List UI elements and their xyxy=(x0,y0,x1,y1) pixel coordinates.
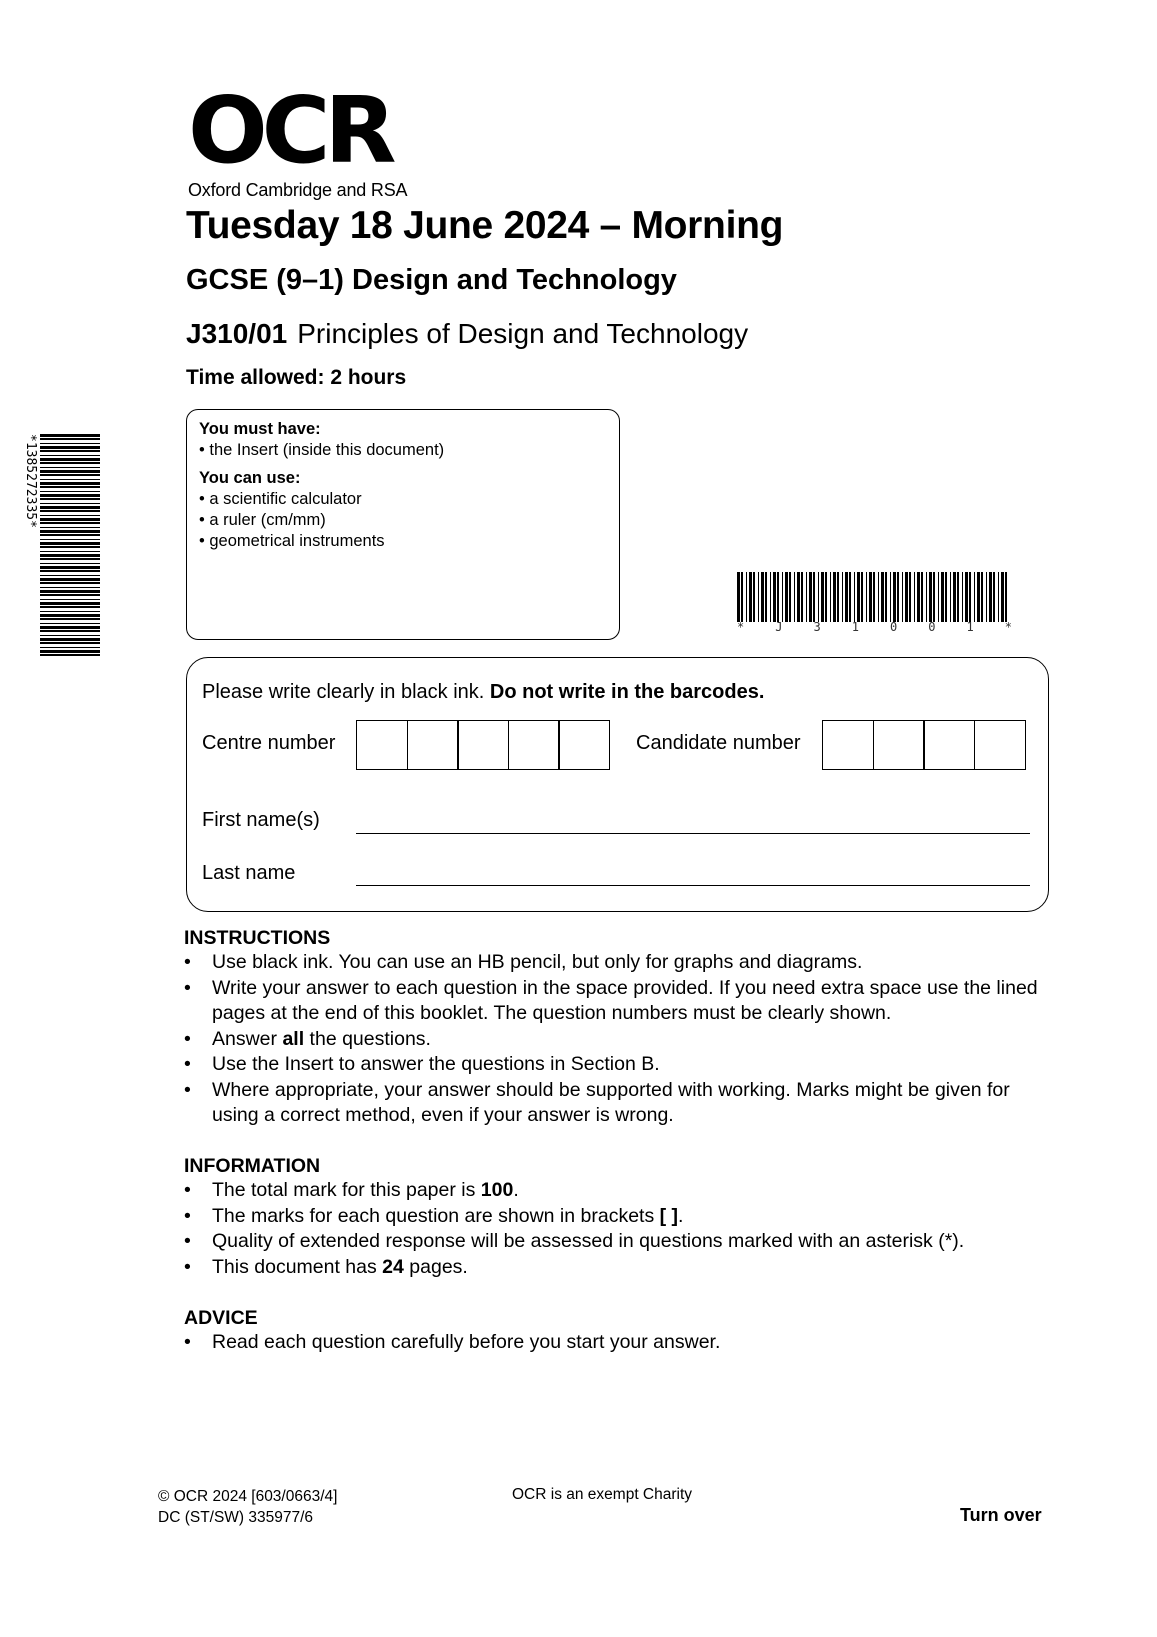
barcode-bar xyxy=(40,458,100,461)
last-name-label: Last name xyxy=(202,862,296,884)
barcode-bar xyxy=(866,572,867,622)
logo-mark: OCR xyxy=(188,77,391,184)
barcode-bar xyxy=(914,572,915,622)
exam-date: Tuesday 18 June 2024 – Morning xyxy=(186,204,784,247)
bullet: • xyxy=(184,1255,191,1278)
barcode-bar xyxy=(873,572,875,622)
list-item xyxy=(184,1027,1052,1053)
barcode-bar xyxy=(981,572,983,622)
reference-code: DC (ST/SW) 335977/6 xyxy=(158,1509,314,1526)
write-clearly-text: Please write clearly in black ink. xyxy=(202,681,485,703)
barcode-bar xyxy=(765,572,767,622)
barcode-bar xyxy=(40,566,100,569)
barcode-bar xyxy=(40,602,100,605)
barcode-bar xyxy=(40,455,100,456)
barcode-bar xyxy=(950,572,951,622)
bullet: • xyxy=(184,1204,191,1227)
list-item-text: This document has 24 pages. xyxy=(212,1255,468,1278)
barcode-bar xyxy=(40,438,100,440)
first-name-field[interactable] xyxy=(356,833,1030,834)
barcode-bar xyxy=(869,572,872,622)
centre-number-cell[interactable] xyxy=(407,720,459,770)
list-item xyxy=(184,1204,1052,1230)
barcode-bar xyxy=(40,482,100,485)
barcode-bar xyxy=(842,572,843,622)
barcode-bar xyxy=(40,518,100,521)
barcode-bar xyxy=(777,572,779,622)
barcode-digit: 1 xyxy=(966,620,974,634)
barcode-bar xyxy=(40,539,100,540)
barcode-bar xyxy=(921,572,923,622)
bullet: • xyxy=(184,951,191,973)
bullet: • xyxy=(184,1179,191,1201)
bullet: • xyxy=(184,1053,191,1075)
list-item-text: Quality of extended response will be assessed in questions marked with an asterisk (*). xyxy=(212,1230,965,1252)
list-item-text: The total mark for this paper is 100. xyxy=(212,1179,519,1201)
barcode-bar xyxy=(953,572,956,622)
barcode-bar xyxy=(40,582,100,584)
list-item xyxy=(184,1078,1052,1129)
barcode-bar xyxy=(821,572,824,622)
barcode-bar xyxy=(40,450,100,452)
barcode-bar xyxy=(40,578,100,581)
barcode-bar xyxy=(40,606,100,608)
barcode-bar xyxy=(40,551,100,552)
footer-left xyxy=(158,1486,337,1528)
barcode-bar xyxy=(813,572,815,622)
barcode-bar xyxy=(40,599,100,600)
list-item-text: Answer all the questions. xyxy=(212,1027,431,1050)
first-name-label: First name(s) xyxy=(202,809,320,831)
barcode-bar xyxy=(833,572,836,622)
barcode-digit: 0 xyxy=(928,620,936,634)
list-item-text: Write your answer to each question in the space provided. If you need extra space use the lined pages at the end of this booklet. The question numbers must be clearly shown. xyxy=(212,976,1038,1024)
barcode-bar xyxy=(40,642,100,644)
write-clearly-note xyxy=(202,681,764,704)
side-barcode-text: *1385272335* xyxy=(23,434,38,528)
last-name-field[interactable] xyxy=(356,885,1030,886)
barcode-bar xyxy=(40,503,100,504)
barcode-bar xyxy=(40,479,100,480)
unit-line xyxy=(186,318,748,350)
must-have-item: • the Insert (inside this document) xyxy=(199,440,607,461)
centre-number-label: Centre number xyxy=(202,732,336,754)
barcode-bar xyxy=(945,572,947,622)
list-item xyxy=(184,976,1052,1027)
barcode-bar xyxy=(40,527,100,528)
candidate-number-cell[interactable] xyxy=(974,720,1026,770)
candidate-number-cell[interactable] xyxy=(923,720,975,770)
barcode-bar xyxy=(785,572,788,622)
barcode-bar xyxy=(825,572,827,622)
barcode-bar xyxy=(40,446,100,449)
barcode-bar xyxy=(761,572,764,622)
barcode-digit: J xyxy=(775,620,783,634)
barcode-bar xyxy=(40,506,100,509)
barcode-bar xyxy=(830,572,831,622)
barcode-bar xyxy=(40,654,100,656)
bullet: • xyxy=(184,1027,191,1050)
list-item-text: Use black ink. You can use an HB pencil, but only for graphs and diagrams. xyxy=(212,951,863,973)
barcode-digit: 1 xyxy=(851,620,859,634)
unit-code: J310/01 xyxy=(186,318,288,349)
barcode-bar xyxy=(941,572,944,622)
list-item xyxy=(184,1229,1052,1255)
barcode-bar xyxy=(40,626,100,629)
barcode-bar xyxy=(40,462,100,464)
list-item-text: Where appropriate, your answer should be supported with working. Marks might be given for using a correct method, even if your answer is wrong. xyxy=(212,1078,1010,1126)
centre-number-cell[interactable] xyxy=(356,720,408,770)
barcode-bar xyxy=(40,530,100,533)
barcode-bar xyxy=(40,611,100,612)
barcode-bar xyxy=(40,587,100,588)
centre-number-cell[interactable] xyxy=(508,720,560,770)
barcode-digit: * xyxy=(1004,620,1012,634)
list-item xyxy=(184,1255,1052,1281)
barcode-digit: 0 xyxy=(890,620,898,634)
list-item xyxy=(184,1178,1052,1204)
charity-note: OCR is an exempt Charity xyxy=(512,1486,693,1503)
can-use-item: • geometrical instruments xyxy=(199,531,607,552)
barcode-bar xyxy=(969,572,971,622)
barcode-bar xyxy=(758,572,759,622)
candidate-number-label: Candidate number xyxy=(636,732,801,754)
barcode-bar xyxy=(962,572,963,622)
barcode-bar xyxy=(933,572,935,622)
barcode-bar xyxy=(974,572,975,622)
barcode-bar xyxy=(845,572,848,622)
barcode-bar xyxy=(926,572,927,622)
barcode-bar xyxy=(957,572,959,622)
turn-over: Turn over xyxy=(960,1505,1042,1525)
barcode-bar xyxy=(977,572,980,622)
barcode-bar xyxy=(40,614,100,617)
barcode-bar xyxy=(929,572,932,622)
instructions-list xyxy=(184,950,1052,1129)
barcode-bar xyxy=(857,572,860,622)
barcode-bar xyxy=(40,590,100,593)
can-use-item: • a scientific calculator xyxy=(199,489,607,510)
barcode-bar xyxy=(40,515,100,516)
can-use-heading: You can use: xyxy=(199,469,301,487)
barcode-bar xyxy=(770,572,771,622)
barcode-bar xyxy=(40,467,100,468)
barcode-bar xyxy=(40,638,100,641)
barcode-bar xyxy=(40,491,100,492)
barcode-bar xyxy=(854,572,855,622)
barcode-bar xyxy=(1001,572,1004,622)
barcode-bar xyxy=(40,486,100,488)
advice-heading: ADVICE xyxy=(184,1307,258,1329)
qualification-title: GCSE (9–1) Design and Technology xyxy=(186,264,677,296)
barcode-bar xyxy=(40,558,100,560)
barcode-bar xyxy=(797,572,800,622)
barcode-bar xyxy=(989,572,992,622)
barcode-bar xyxy=(40,618,100,620)
barcode-bar xyxy=(881,572,884,622)
list-item xyxy=(184,1052,1052,1078)
list-item xyxy=(184,950,1052,976)
barcode-bar xyxy=(801,572,803,622)
barcode-bar xyxy=(861,572,863,622)
barcode-digit: 3 xyxy=(813,620,821,634)
barcode-bar xyxy=(809,572,812,622)
can-use-item: • a ruler (cm/mm) xyxy=(199,510,607,531)
barcode-bar xyxy=(40,650,100,653)
side-barcode xyxy=(40,434,100,660)
barcode-bar xyxy=(902,572,903,622)
barcode-bar xyxy=(773,572,776,622)
barcode-bar xyxy=(40,570,100,572)
information-heading: INFORMATION xyxy=(184,1155,321,1177)
barcode-bar xyxy=(40,534,100,536)
barcode-bar xyxy=(737,572,740,622)
barcode-bar xyxy=(40,563,100,564)
information-list xyxy=(184,1178,1052,1280)
barcode-bar xyxy=(905,572,908,622)
barcode-bar xyxy=(897,572,899,622)
barcode-bar xyxy=(40,443,100,444)
candidate-number-cell[interactable] xyxy=(873,720,925,770)
barcode-bar xyxy=(40,498,100,500)
barcode-bar xyxy=(40,575,100,576)
copyright: © OCR 2024 [603/0663/4] xyxy=(158,1488,338,1505)
instructions-heading: INSTRUCTIONS xyxy=(184,927,331,949)
time-allowed: Time allowed: 2 hours xyxy=(186,366,407,389)
barcode-bar xyxy=(40,554,100,557)
list-item-text: Read each question carefully before you start your answer. xyxy=(212,1331,721,1353)
list-item-text: The marks for each question are shown in brackets [ ]. xyxy=(212,1204,684,1227)
barcode-bar xyxy=(40,522,100,524)
bullet: • xyxy=(184,1078,191,1101)
barcode-bar xyxy=(837,572,839,622)
barcode-bar xyxy=(40,635,100,636)
barcode-bar xyxy=(753,572,755,622)
candidate-number-cell[interactable] xyxy=(822,720,874,770)
barcode-bar xyxy=(806,572,807,622)
must-have-heading: You must have: xyxy=(199,420,321,438)
barcode-bar xyxy=(878,572,879,622)
bullet: • xyxy=(184,1331,191,1353)
barcode-bar xyxy=(40,630,100,632)
barcode-bar xyxy=(40,474,100,476)
barcode-bar xyxy=(40,494,100,497)
unit-title: Principles of Design and Technology xyxy=(297,318,749,349)
paper-barcode-text xyxy=(737,620,1012,634)
barcode-bar xyxy=(885,572,887,622)
barcode-bar xyxy=(40,623,100,624)
barcode-bar xyxy=(746,572,747,622)
barcode-bar xyxy=(40,510,100,512)
barcode-bar xyxy=(909,572,911,622)
centre-number-field[interactable] xyxy=(356,720,610,770)
barcode-bar xyxy=(794,572,795,622)
barcode-bar xyxy=(1005,572,1007,622)
centre-number-cell[interactable] xyxy=(558,720,610,770)
barcode-bar xyxy=(40,594,100,596)
write-clearly-bold: Do not write in the barcodes. xyxy=(489,681,765,703)
barcode-bar xyxy=(789,572,791,622)
bullet: • xyxy=(184,976,191,999)
barcode-bar xyxy=(998,572,999,622)
candidate-number-field[interactable] xyxy=(822,720,1026,770)
barcode-bar xyxy=(40,434,100,437)
bullet: • xyxy=(184,1230,191,1252)
barcode-bar xyxy=(993,572,995,622)
barcode-bar xyxy=(917,572,920,622)
barcode-bar xyxy=(938,572,939,622)
barcode-bar xyxy=(741,572,743,622)
ocr-logo xyxy=(188,77,428,201)
barcode-bar xyxy=(986,572,987,622)
barcode-bar xyxy=(849,572,851,622)
barcode-bar xyxy=(890,572,891,622)
advice-list xyxy=(184,1330,1052,1356)
requirements-box xyxy=(186,409,620,640)
centre-number-cell[interactable] xyxy=(457,720,509,770)
barcode-bar xyxy=(818,572,819,622)
barcode-bar xyxy=(749,572,752,622)
barcode-bar xyxy=(40,546,100,548)
barcode-bar xyxy=(40,542,100,545)
list-item-text: Use the Insert to answer the questions in Section B. xyxy=(212,1053,660,1075)
barcode-bar xyxy=(40,470,100,473)
logo-subtitle: Oxford Cambridge and RSA xyxy=(188,180,408,200)
barcode-bar xyxy=(40,647,100,648)
barcode-bar xyxy=(782,572,783,622)
barcode-bar xyxy=(965,572,968,622)
list-item xyxy=(184,1330,1052,1356)
barcode-digit: * xyxy=(737,620,745,634)
barcode-bar xyxy=(893,572,896,622)
